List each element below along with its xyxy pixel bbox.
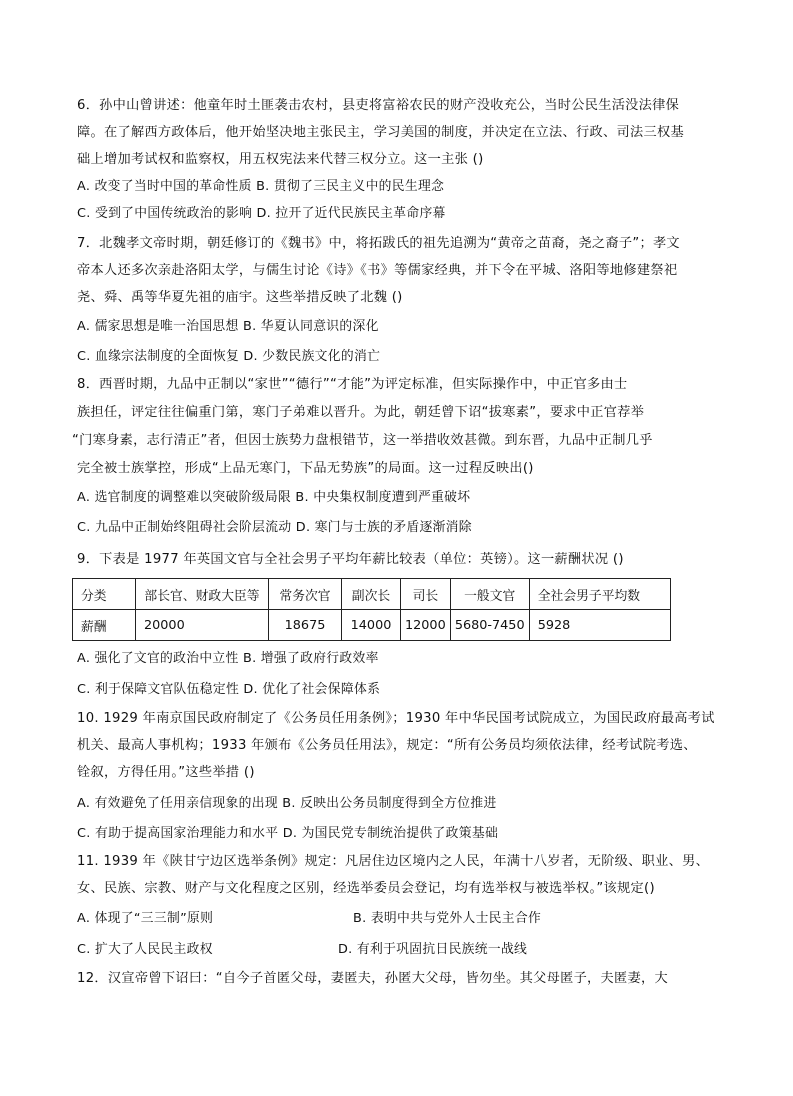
q12-line-1: 12．汉宣帝曾下诏曰：“自今子首匿父母，妻匿夫，孙匿大父母，皆勿坐。其父母匿子，夫匿妻，大 [77,971,668,986]
table-cell: 18675 [269,610,342,641]
q6-options-cd: C. 受到了中国传统政治的影响 D. 拉开了近代民族民主革命序幕 [77,206,446,221]
q7-line-3: 尧、舜、禹等华夏先祖的庙宇。这些举措反映了北魏 () [77,290,403,305]
salary-comparison-table [72,578,671,641]
q9-options-cd: C. 利于保障文官队伍稳定性 D. 优化了社会保障体系 [77,682,381,697]
q9-options-ab: A. 强化了文官的政治中立性 B. 增强了政府行政效率 [77,651,379,666]
table-cell: 20000 [136,610,269,641]
q10-options-cd: C. 有助于提高国家治理能力和水平 D. 为国民党专制统治提供了政策基础 [77,826,499,841]
q7-options-ab: A. 儒家思想是唯一治国思想 B. 华夏认同意识的深化 [77,319,379,334]
table-header-cell: 部长官、财政大臣等 [136,579,269,610]
q8-options-ab: A. 选官制度的调整难以突破阶级局限 B. 中央集权制度遭到严重破坏 [77,490,471,505]
table-header-cell: 全社会男子平均数 [529,579,670,610]
table-cell: 12000 [401,610,451,641]
q8-line-4: 完全被士族掌控，形成“上品无寒门，下品无势族”的局面。这一过程反映出() [77,461,534,476]
q6-line-2: 障。在了解西方政体后，他开始坚决地主张民主，学习美国的制度，并决定在立法、行政、司法三权基 [77,125,684,140]
table-header-cell: 副次长 [342,579,401,610]
table-header-cell: 一般文官 [450,579,529,610]
table-header-cell: 司长 [401,579,451,610]
q8-line-2: 族担任，评定往往偏重门第，寒门子弟难以晋升。为此，朝廷曾下诏“拔寒素”，要求中正官荐举 [77,405,645,420]
q11-line-1: 11. 1939 年《陕甘宁边区选举条例》规定：凡居住边区境内之人民，年满十八岁者，无阶级、职业、男、 [77,854,710,869]
q8-line-3: “门寒身素，志行清正”者，但因士族势力盘根错节，这一举措收效甚微。到东晋，九品中正制几乎 [72,433,653,448]
q7-line-2: 帝本人还多次亲赴洛阳太学，与儒生讨论《诗》《书》等儒家经典，并下令在平城、洛阳等地修建祭祀 [77,263,678,278]
table-cell: 5928 [529,610,670,641]
table-cell: 薪酬 [73,610,136,641]
q7-line-1: 7．北魏孝文帝时期，朝廷修订的《魏书》中，将拓跋氏的祖先追溯为“黄帝之苗裔，尧之裔子”；孝文 [77,236,680,251]
q10-line-2: 机关、最高人事机构；1933 年颁布《公务员任用法》，规定：“所有公务员均须依法律，经考试院考选、 [77,738,697,753]
q7-options-cd: C. 血缘宗法制度的全面恢复 D. 少数民族文化的消亡 [77,349,381,364]
q11-option-b: B. 表明中共与党外人士民主合作 [353,911,542,926]
q10-line-1: 10. 1929 年南京国民政府制定了《公务员任用条例》；1930 年中华民国考试院成立，为国民政府最高考试 [77,711,715,726]
q9-line-1: 9．下表是 1977 年英国文官与全社会男子平均年薪比较表（单位：英镑）。这一薪酬状况 () [77,552,624,567]
table-cell: 14000 [342,610,401,641]
q11-option-c: C. 扩大了人民民主政权 [77,942,213,957]
q11-option-d: D. 有利于巩固抗日民族统一战线 [338,942,528,957]
q8-options-cd: C. 九品中正制始终阻碍社会阶层流动 D. 寒门与士族的矛盾逐渐消除 [77,520,472,535]
q10-options-ab: A. 有效避免了任用亲信现象的出现 B. 反映出公务员制度得到全方位推进 [77,796,497,811]
table-header-cell: 常务次官 [269,579,342,610]
table-header-row [73,579,671,610]
q10-line-3: 铨叙，方得任用。”这些举措 () [77,765,255,780]
q8-line-1: 8．西晋时期，九品中正制以“家世”“德行”“才能”为评定标准，但实际操作中，中正官多由士 [77,377,628,392]
table-cell: 5680-7450 [450,610,529,641]
q6-options-ab: A. 改变了当时中国的革命性质 B. 贯彻了三民主义中的民生理念 [77,179,445,194]
q6-line-1: 6．孙中山曾讲述：他童年时土匪袭击农村，县吏将富裕农民的财产没收充公，当时公民生活没法律保 [77,98,680,113]
table-row [73,610,671,641]
q11-option-a: A. 体现了“三三制”原则 [77,911,214,926]
q6-line-3: 础上增加考试权和监察权，用五权宪法来代替三权分立。这一主张 () [77,152,484,167]
q11-line-2: 女、民族、宗教、财产与文化程度之区别，经选举委员会登记，均有选举权与被选举权。”该规定() [77,881,655,896]
table-header-cell: 分类 [73,579,136,610]
